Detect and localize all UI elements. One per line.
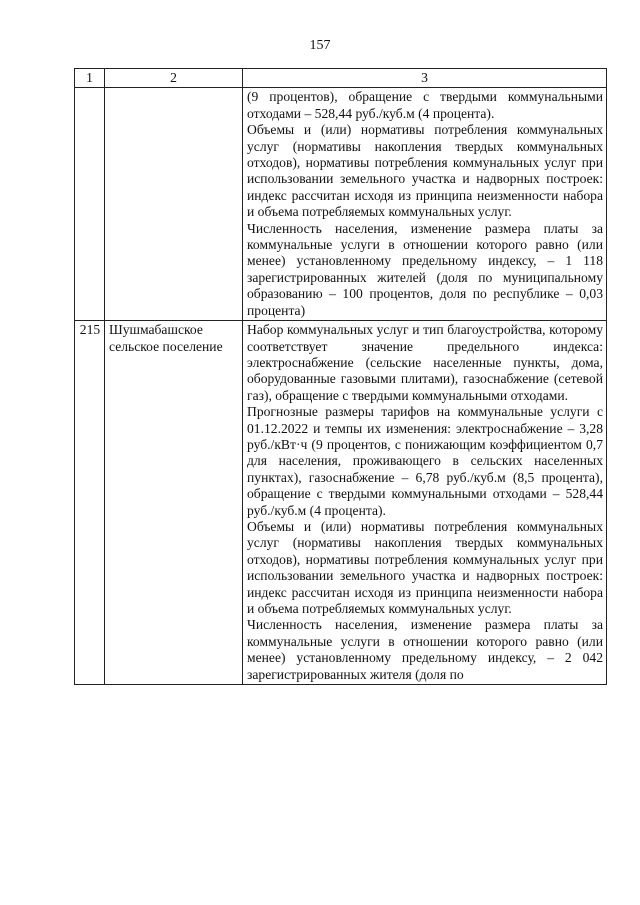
description-paragraph: Численность населения, изменение размера платы за коммунальные услуги в отношении которого равно (или менее) установленному предельному индексу, – 2 042 зарегистрированных жителя (доля по bbox=[247, 617, 603, 682]
column-header-2: 2 bbox=[105, 69, 243, 88]
tariff-index-table bbox=[74, 68, 607, 685]
description-paragraph: Объемы и (или) нормативы потребления коммунальных услуг (нормативы накопления твердых коммунальных отходов), нормативы потребления коммунальных услуг при использовании земельного участка и надворных построек: индекс рассчитан исходя из принципа неизменности набора и объема потребляемых коммунальных услуг. bbox=[247, 122, 603, 220]
row-number bbox=[75, 88, 105, 321]
description-paragraph: Прогнозные размеры тарифов на коммунальные услуги с 01.12.2022 и темпы их изменения: электроснабжение – 3,28 руб./кВт·ч (9 процентов, с понижающим коэффициентом 0,7 для населения, проживающего в сельских населенных пунктах), газоснабжение – 6,78 руб./куб.м (8,5 процента), обращение с твердыми коммунальными отходами – 528,44 руб./куб.м (4 процента). bbox=[247, 404, 603, 518]
municipality-name bbox=[105, 88, 243, 321]
table-row bbox=[75, 321, 607, 685]
municipality-name: Шушмабашское сельское поселение bbox=[105, 321, 243, 685]
row-description bbox=[243, 88, 607, 321]
page-number: 157 bbox=[309, 38, 331, 53]
description-paragraph: Объемы и (или) нормативы потребления коммунальных услуг (нормативы накопления твердых коммунальных отходов), нормативы потребления коммунальных услуг при использовании земельного участка и надворных построек: индекс рассчитан исходя из принципа неизменности набора и объема потребляемых коммунальных услуг. bbox=[247, 518, 603, 616]
description-paragraph: Численность населения, изменение размера платы за коммунальные услуги в отношении которого равно (или менее) установленному предельному индексу, – 1 118 зарегистрированных жителей (доля по муниципальному образованию – 100 процентов, доля по республике – 0,03 процента) bbox=[247, 220, 603, 318]
description-paragraph: Набор коммунальных услуг и тип благоустройства, которому соответствует значение предельного индекса: электроснабжение (сельские населенные пункты, дома, оборудованные газовыми плитами), газоснабжение (сетевой газ), обращение с твердыми коммунальными отходами. bbox=[247, 322, 603, 403]
table-header-row bbox=[75, 69, 607, 88]
column-header-3: 3 bbox=[243, 69, 607, 88]
table-row bbox=[75, 88, 607, 321]
row-description bbox=[243, 321, 607, 685]
description-paragraph: (9 процентов), обращение с твердыми коммунальными отходами – 528,44 руб./куб.м (4 процента). bbox=[247, 89, 603, 121]
row-number: 215 bbox=[75, 321, 105, 685]
column-header-1: 1 bbox=[75, 69, 105, 88]
